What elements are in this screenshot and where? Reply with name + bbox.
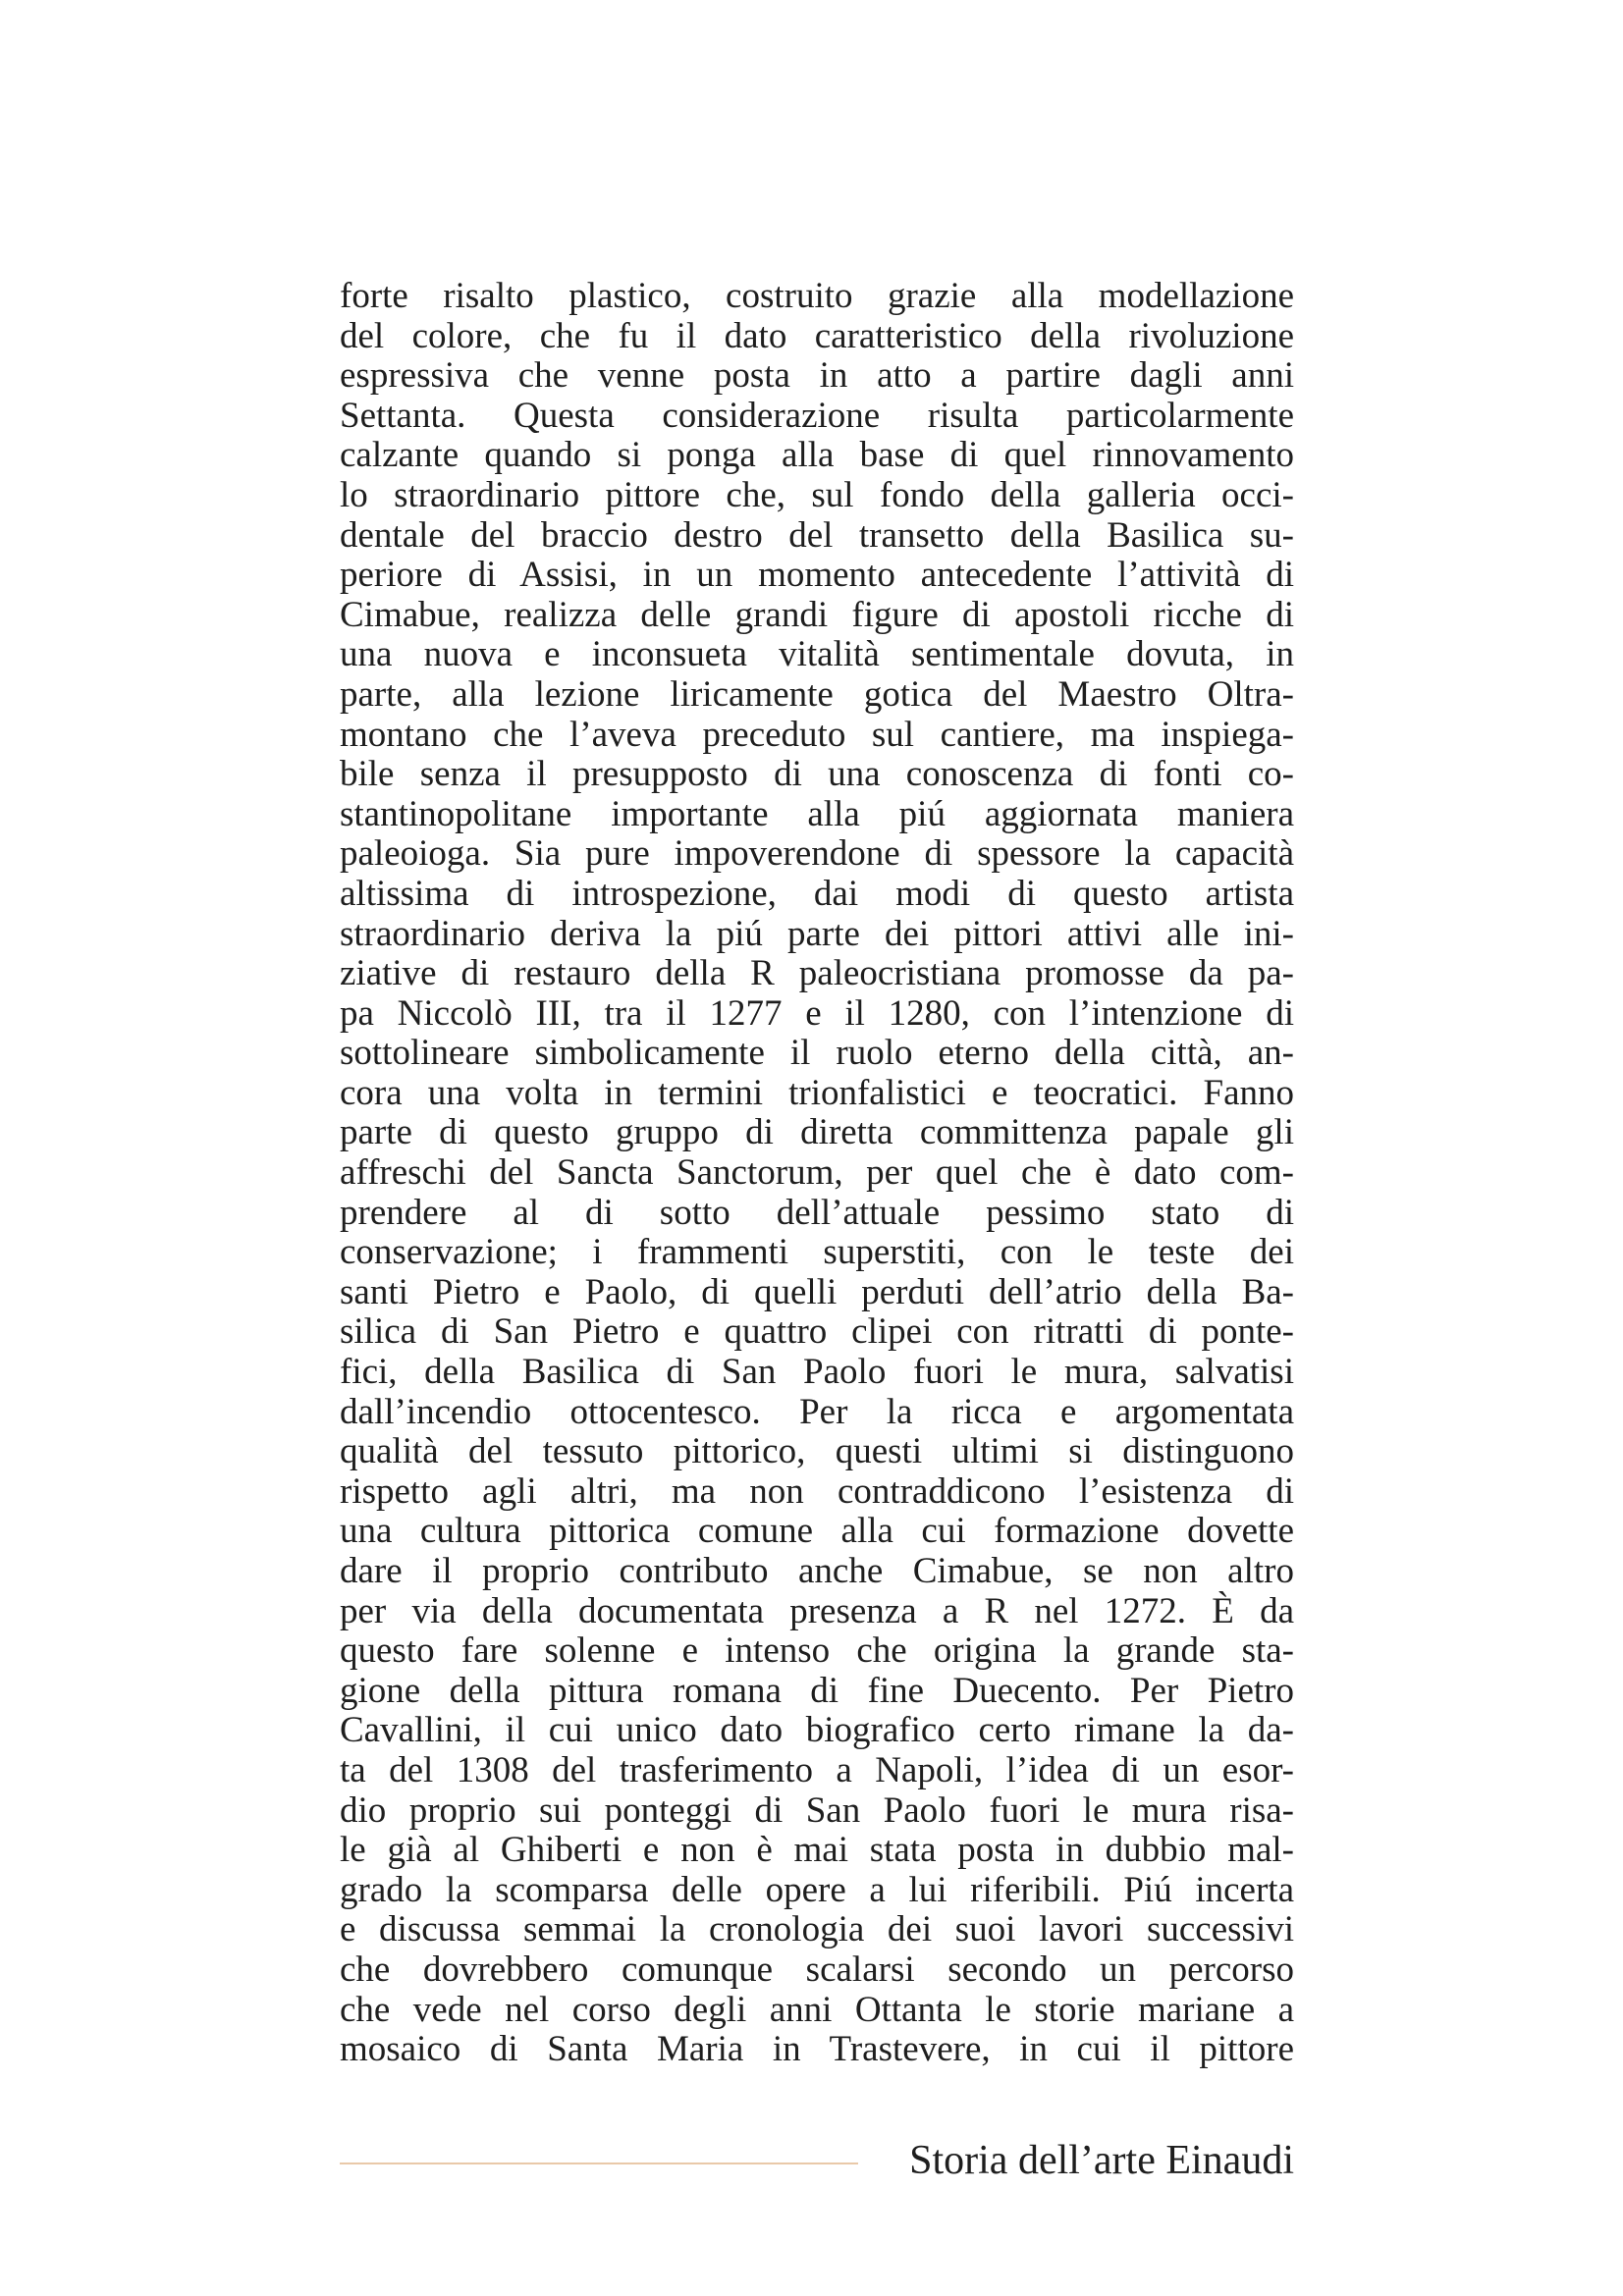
text-line: le già al Ghiberti e non è mai stata posta in dubbio mal- xyxy=(340,1830,1294,1871)
text-line: parte di questo gruppo di diretta committenza papale gli xyxy=(340,1112,1294,1153)
text-line: una nuova e inconsueta vitalità sentimentale dovuta, in xyxy=(340,634,1294,675)
text-line: altissima di introspezione, dai modi di questo artista xyxy=(340,873,1294,914)
text-line: dio proprio sui ponteggi di San Paolo fuori le mura risa- xyxy=(340,1789,1294,1831)
text-line: ziative di restauro della R paleocristiana promosse da pa- xyxy=(340,953,1294,994)
text-line: Settanta. Questa considerazione risulta particolarmente xyxy=(340,395,1294,436)
text-line: montano che l’aveva preceduto sul cantiere, ma inspiega- xyxy=(340,714,1294,755)
text-line: stantinopolitane importante alla piú aggiornata maniera xyxy=(340,793,1294,834)
text-line: che dovrebbero comunque scalarsi secondo un percorso xyxy=(340,1949,1294,1990)
text-line: paleoioga. Sia pure impoverendone di spessore la capacità xyxy=(340,833,1294,875)
text-line: pa Niccolò III, tra il 1277 e il 1280, con l’intenzione di xyxy=(340,992,1294,1034)
text-line: che vede nel corso degli anni Ottanta le storie mariane a xyxy=(340,1989,1294,2030)
text-line: lo straordinario pittore che, sul fondo della galleria occi- xyxy=(340,474,1294,515)
text-line: mosaico di Santa Maria in Trastevere, in cui il pittore xyxy=(340,2029,1294,2070)
text-line: cora una volta in termini trionfalistici e teocratici. Fanno xyxy=(340,1072,1294,1113)
text-line: straordinario deriva la piú parte dei pittori attivi alle ini- xyxy=(340,913,1294,954)
text-line: una cultura pittorica comune alla cui formazione dovette xyxy=(340,1511,1294,1552)
text-line: dare il proprio contributo anche Cimabue, se non altro xyxy=(340,1551,1294,1591)
text-line: periore di Assisi, in un momento antecedente l’attività di xyxy=(340,555,1294,596)
page-footer xyxy=(340,2136,1294,2185)
text-line: sottolineare simbolicamente il ruolo eterno della città, an- xyxy=(340,1033,1294,1074)
text-line: calzante quando si ponga alla base di quel rinnovamento xyxy=(340,435,1294,476)
text-line: dall’incendio ottocentesco. Per la ricca e argomentata xyxy=(340,1391,1294,1432)
text-line: ta del 1308 del trasferimento a Napoli, l’idea di un esor- xyxy=(340,1749,1294,1790)
footer-title: Storia dell’arte Einaudi xyxy=(909,2138,1294,2183)
text-line: parte, alla lezione liricamente gotica del Maestro Oltra- xyxy=(340,673,1294,715)
text-line: prendere al di sotto dell’attuale pessimo stato di xyxy=(340,1192,1294,1233)
text-line: Cavallini, il cui unico dato biografico certo rimane la da- xyxy=(340,1710,1294,1751)
footer-divider xyxy=(340,2163,858,2164)
text-line: bile senza il presupposto di una conoscenza di fonti co- xyxy=(340,754,1294,795)
text-line: e discussa semmai la cronologia dei suoi lavori successivi xyxy=(340,1909,1294,1950)
text-line: Cimabue, realizza delle grandi figure di apostoli ricche di xyxy=(340,594,1294,635)
text-line: del colore, che fu il dato caratteristico della rivoluzione xyxy=(340,315,1294,356)
body-text xyxy=(340,277,1294,2070)
text-line: silica di San Pietro e quattro clipei con ritratti di ponte- xyxy=(340,1311,1294,1353)
text-line: grado la scomparsa delle opere a lui riferibili. Piú incerta xyxy=(340,1869,1294,1910)
text-line: dentale del braccio destro del transetto della Basilica su- xyxy=(340,514,1294,556)
text-line: rispetto agli altri, ma non contraddicono l’esistenza di xyxy=(340,1470,1294,1512)
text-line: affreschi del Sancta Sanctorum, per quel che è dato com- xyxy=(340,1152,1294,1194)
text-line: questo fare solenne e intenso che origina la grande sta- xyxy=(340,1630,1294,1672)
text-line: gione della pittura romana di fine Duecento. Per Pietro xyxy=(340,1670,1294,1711)
text-line: fici, della Basilica di San Paolo fuori le mura, salvatisi xyxy=(340,1352,1294,1393)
text-line: espressiva che venne posta in atto a partire dagli anni xyxy=(340,355,1294,397)
text-line: santi Pietro e Paolo, di quelli perduti dell’atrio della Ba- xyxy=(340,1271,1294,1312)
text-line: forte risalto plastico, costruito grazie alla modellazione xyxy=(340,276,1294,316)
text-line: conservazione; i frammenti superstiti, con le teste dei xyxy=(340,1232,1294,1273)
text-line: per via della documentata presenza a R nel 1272. È da xyxy=(340,1590,1294,1631)
text-line: qualità del tessuto pittorico, questi ultimi si distinguono xyxy=(340,1431,1294,1472)
